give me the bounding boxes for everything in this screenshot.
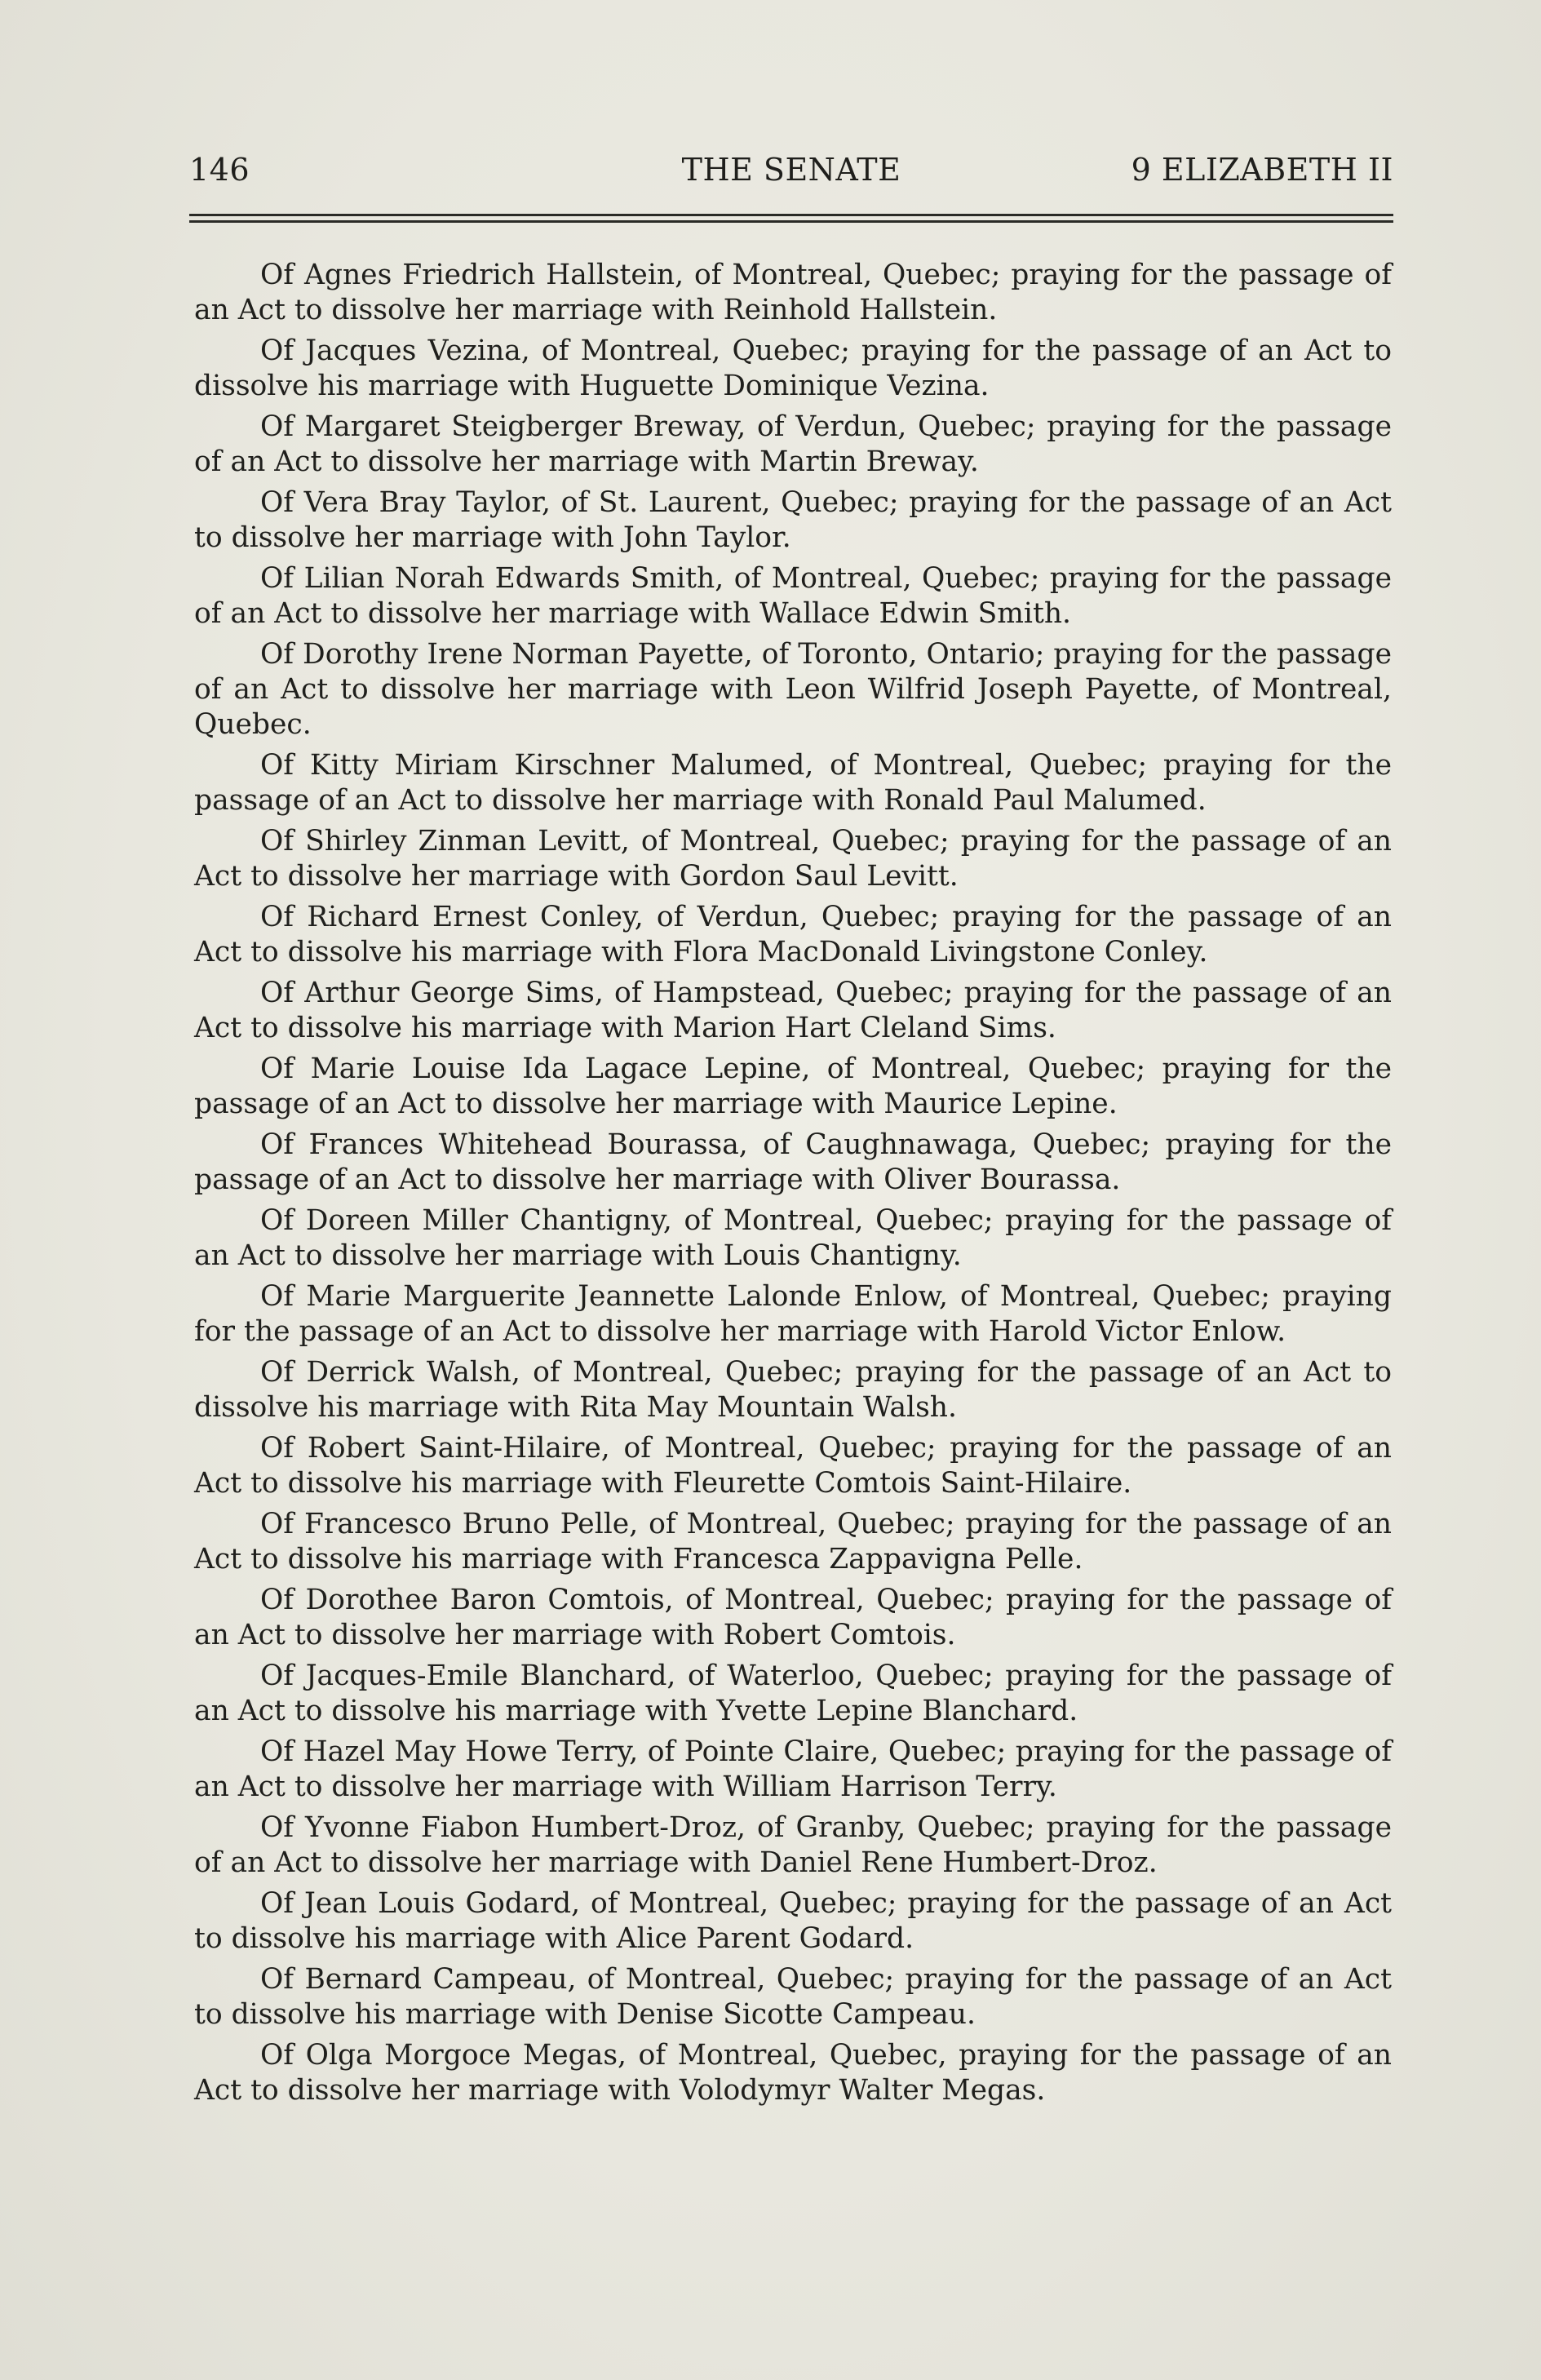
petition-entry: Of Marie Marguerite Jeannette Lalonde Enlow, of Montreal, Quebec; praying for the passage of an Act to dissolve her marriage with Harold Victor Enlow.	[194, 1280, 1392, 1348]
header-session: 9 ELIZABETH II	[1131, 152, 1393, 188]
petition-entry: Of Jacques-Emile Blanchard, of Waterloo, Quebec; praying for the passage of an Act to dissolve his marriage with Yvette Lepine Blanchard.	[194, 1660, 1392, 1727]
petition-entry: Of Marie Louise Ida Lagace Lepine, of Montreal, Quebec; praying for the passage of an Act to dissolve her marriage with Maurice Lepine.	[194, 1053, 1392, 1120]
petition-entry: Of Jacques Vezina, of Montreal, Quebec; praying for the passage of an Act to dissolve his marriage with Huguette Dominique Vezina.	[194, 335, 1392, 402]
petition-entry: Of Francesco Bruno Pelle, of Montreal, Quebec; praying for the passage of an Act to dissolve his marriage with Francesca Zappavigna Pelle.	[194, 1508, 1392, 1576]
header-rule-bottom	[189, 220, 1393, 223]
petition-entry: Of Yvonne Fiabon Humbert-Droz, of Granby, Quebec; praying for the passage of an Act to dissolve her marriage with Daniel Rene Humbert-Droz.	[194, 1811, 1392, 1879]
petition-entry: Of Olga Morgoce Megas, of Montreal, Quebec, praying for the passage of an Act to dissolve her marriage with Volodymyr Walter Megas.	[194, 2039, 1392, 2107]
petition-entry: Of Arthur George Sims, of Hampstead, Quebec; praying for the passage of an Act to dissolve his marriage with Marion Hart Cleland Sims.	[194, 977, 1392, 1044]
petition-entry: Of Agnes Friedrich Hallstein, of Montreal, Quebec; praying for the passage of an Act to dissolve her marriage with Reinhold Hallstein.	[194, 259, 1392, 326]
petition-entry: Of Richard Ernest Conley, of Verdun, Quebec; praying for the passage of an Act to dissolve his marriage with Flora MacDonald Livingstone Conley.	[194, 901, 1392, 968]
petition-entry: Of Bernard Campeau, of Montreal, Quebec; praying for the passage of an Act to dissolve his marriage with Denise Sicotte Campeau.	[194, 1963, 1392, 2031]
page-number: 146	[189, 152, 250, 188]
petition-entry: Of Dorothy Irene Norman Payette, of Toronto, Ontario; praying for the passage of an Act to dissolve her marriage with Leon Wilfrid Joseph Payette, of Montreal, Quebec.	[194, 638, 1392, 741]
petition-entry: Of Derrick Walsh, of Montreal, Quebec; praying for the passage of an Act to dissolve his marriage with Rita May Mountain Walsh.	[194, 1356, 1392, 1424]
header-title: THE SENATE	[681, 152, 901, 188]
petition-entry: Of Dorothee Baron Comtois, of Montreal, Quebec; praying for the passage of an Act to dissolve her marriage with Robert Comtois.	[194, 1584, 1392, 1651]
petition-entry: Of Kitty Miriam Kirschner Malumed, of Montreal, Quebec; praying for the passage of an Act to dissolve her marriage with Ronald Paul Malumed.	[194, 749, 1392, 817]
petition-entry: Of Vera Bray Taylor, of St. Laurent, Quebec; praying for the passage of an Act to dissolve her marriage with John Taylor.	[194, 486, 1392, 554]
header-rule-top	[189, 214, 1393, 216]
petition-entry: Of Lilian Norah Edwards Smith, of Montreal, Quebec; praying for the passage of an Act to dissolve her marriage with Wallace Edwin Smith.	[194, 562, 1392, 630]
petition-entry: Of Margaret Steigberger Breway, of Verdun, Quebec; praying for the passage of an Act to dissolve her marriage with Martin Breway.	[194, 410, 1392, 478]
petition-entry: Of Shirley Zinman Levitt, of Montreal, Quebec; praying for the passage of an Act to dissolve her marriage with Gordon Saul Levitt.	[194, 825, 1392, 893]
petition-entry: Of Jean Louis Godard, of Montreal, Quebec; praying for the passage of an Act to dissolve his marriage with Alice Parent Godard.	[194, 1887, 1392, 1955]
petition-entry: Of Robert Saint-Hilaire, of Montreal, Quebec; praying for the passage of an Act to dissolve his marriage with Fleurette Comtois Saint-Hilaire.	[194, 1432, 1392, 1500]
petition-entry: Of Doreen Miller Chantigny, of Montreal, Quebec; praying for the passage of an Act to dissolve her marriage with Louis Chantigny.	[194, 1204, 1392, 1272]
page-header	[189, 152, 1393, 193]
petition-entry: Of Frances Whitehead Bourassa, of Caughnawaga, Quebec; praying for the passage of an Act to dissolve her marriage with Oliver Bourassa.	[194, 1128, 1392, 1196]
petition-entry: Of Hazel May Howe Terry, of Pointe Claire, Quebec; praying for the passage of an Act to dissolve her marriage with William Harrison Terry.	[194, 1735, 1392, 1803]
petition-list	[194, 258, 1392, 2114]
